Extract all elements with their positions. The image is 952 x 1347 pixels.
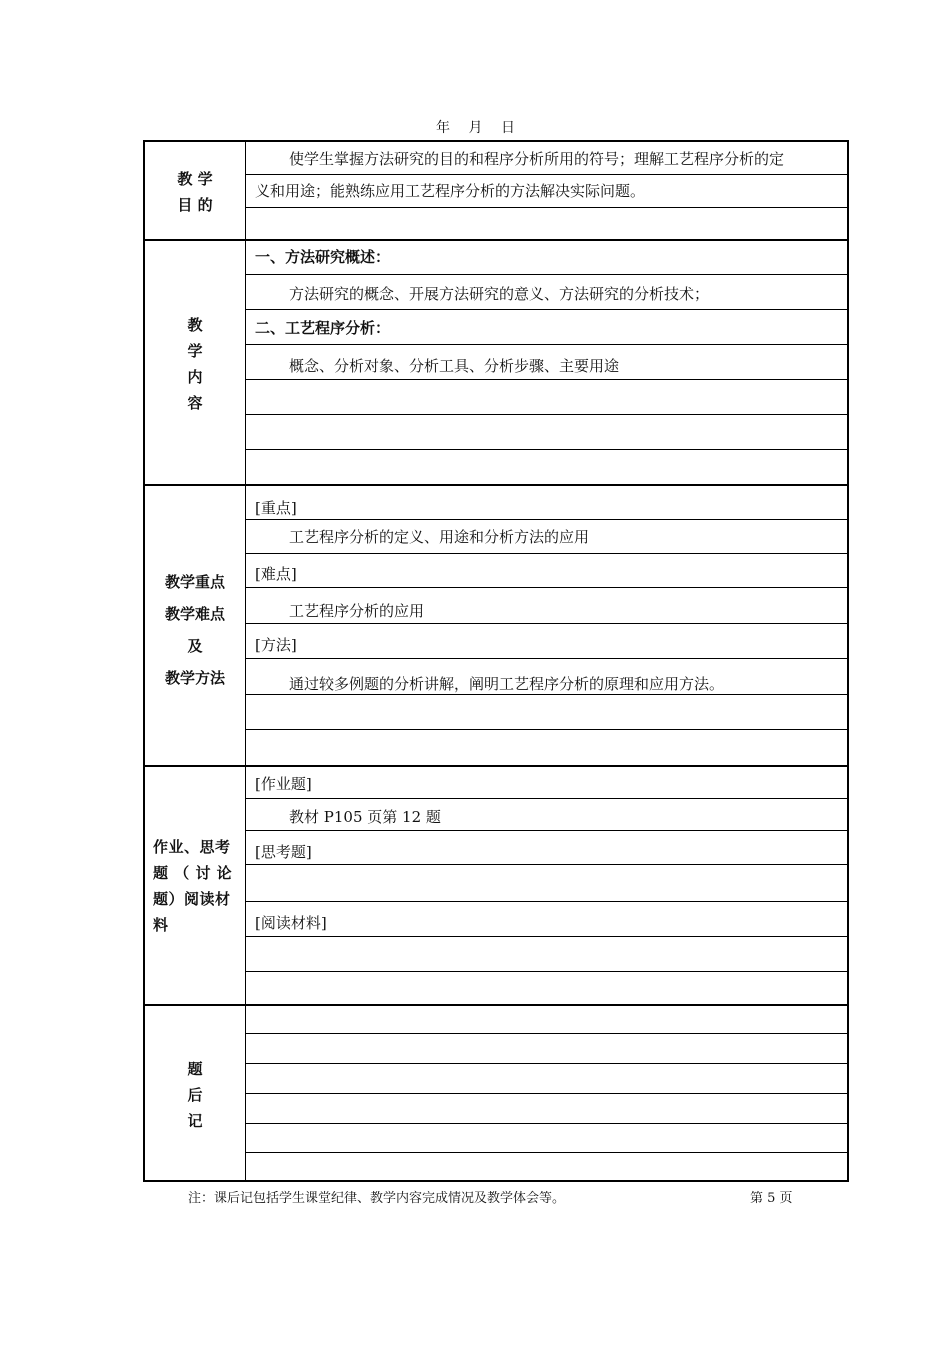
postnote-label: 题 后 记	[187, 1060, 203, 1130]
objectives-line-2: 义和用途；能熟练应用工艺程序分析的方法解决实际问题。	[255, 182, 646, 200]
year-label: 年	[436, 120, 452, 136]
homework-text: 教材 P105 页第 12 题	[289, 808, 441, 826]
content-heading-2: 二、工艺程序分析：	[255, 319, 391, 337]
difficult-point-tag: [难点]	[255, 565, 297, 583]
content-heading-1: 一、方法研究概述：	[255, 248, 391, 266]
postnote-section-border	[145, 1004, 847, 1006]
method-text: 通过较多例题的分析讲解，阐明工艺程序分析的原理和应用方法。	[289, 675, 725, 693]
day-label: 日	[500, 120, 516, 136]
reading-material-tag: [阅读材料]	[255, 914, 327, 932]
objectives-label: 教 学 目 的	[177, 170, 213, 214]
content-text-2: 概念、分析对象、分析工具、分析步骤、主要用途	[289, 357, 620, 375]
month-label: 月	[468, 120, 484, 136]
method-tag: [方法]	[255, 636, 297, 654]
content-label: 教 学 内 容	[187, 316, 203, 412]
key-point-tag: [重点]	[255, 499, 297, 517]
difficult-point-text: 工艺程序分析的应用	[289, 602, 425, 620]
key-point-text: 工艺程序分析的定义、用途和分析方法的应用	[289, 528, 590, 546]
lesson-plan-table	[143, 140, 849, 1182]
focus-section-border	[145, 484, 847, 486]
date-line	[0, 117, 952, 137]
focus-label: 教学重点 教学难点 及 教学方法	[164, 573, 225, 687]
homework-label: 作业、思考 题 （ 讨 论 题）阅读材 料	[153, 838, 233, 934]
page-number: 第 5 页	[750, 1191, 793, 1206]
homework-section-border	[145, 765, 847, 767]
footer-note: 注：课后记包括学生课堂纪律、教学内容完成情况及教学体会等。	[188, 1191, 566, 1206]
thinking-question-tag: [思考题]	[255, 843, 312, 861]
objectives-line-1: 使学生掌握方法研究的目的和程序分析所用的符号；理解工艺程序分析的定	[289, 150, 785, 168]
homework-tag: [作业题]	[255, 775, 312, 793]
content-text-1: 方法研究的概念、开展方法研究的意义、方法研究的分析技术；	[289, 285, 710, 303]
